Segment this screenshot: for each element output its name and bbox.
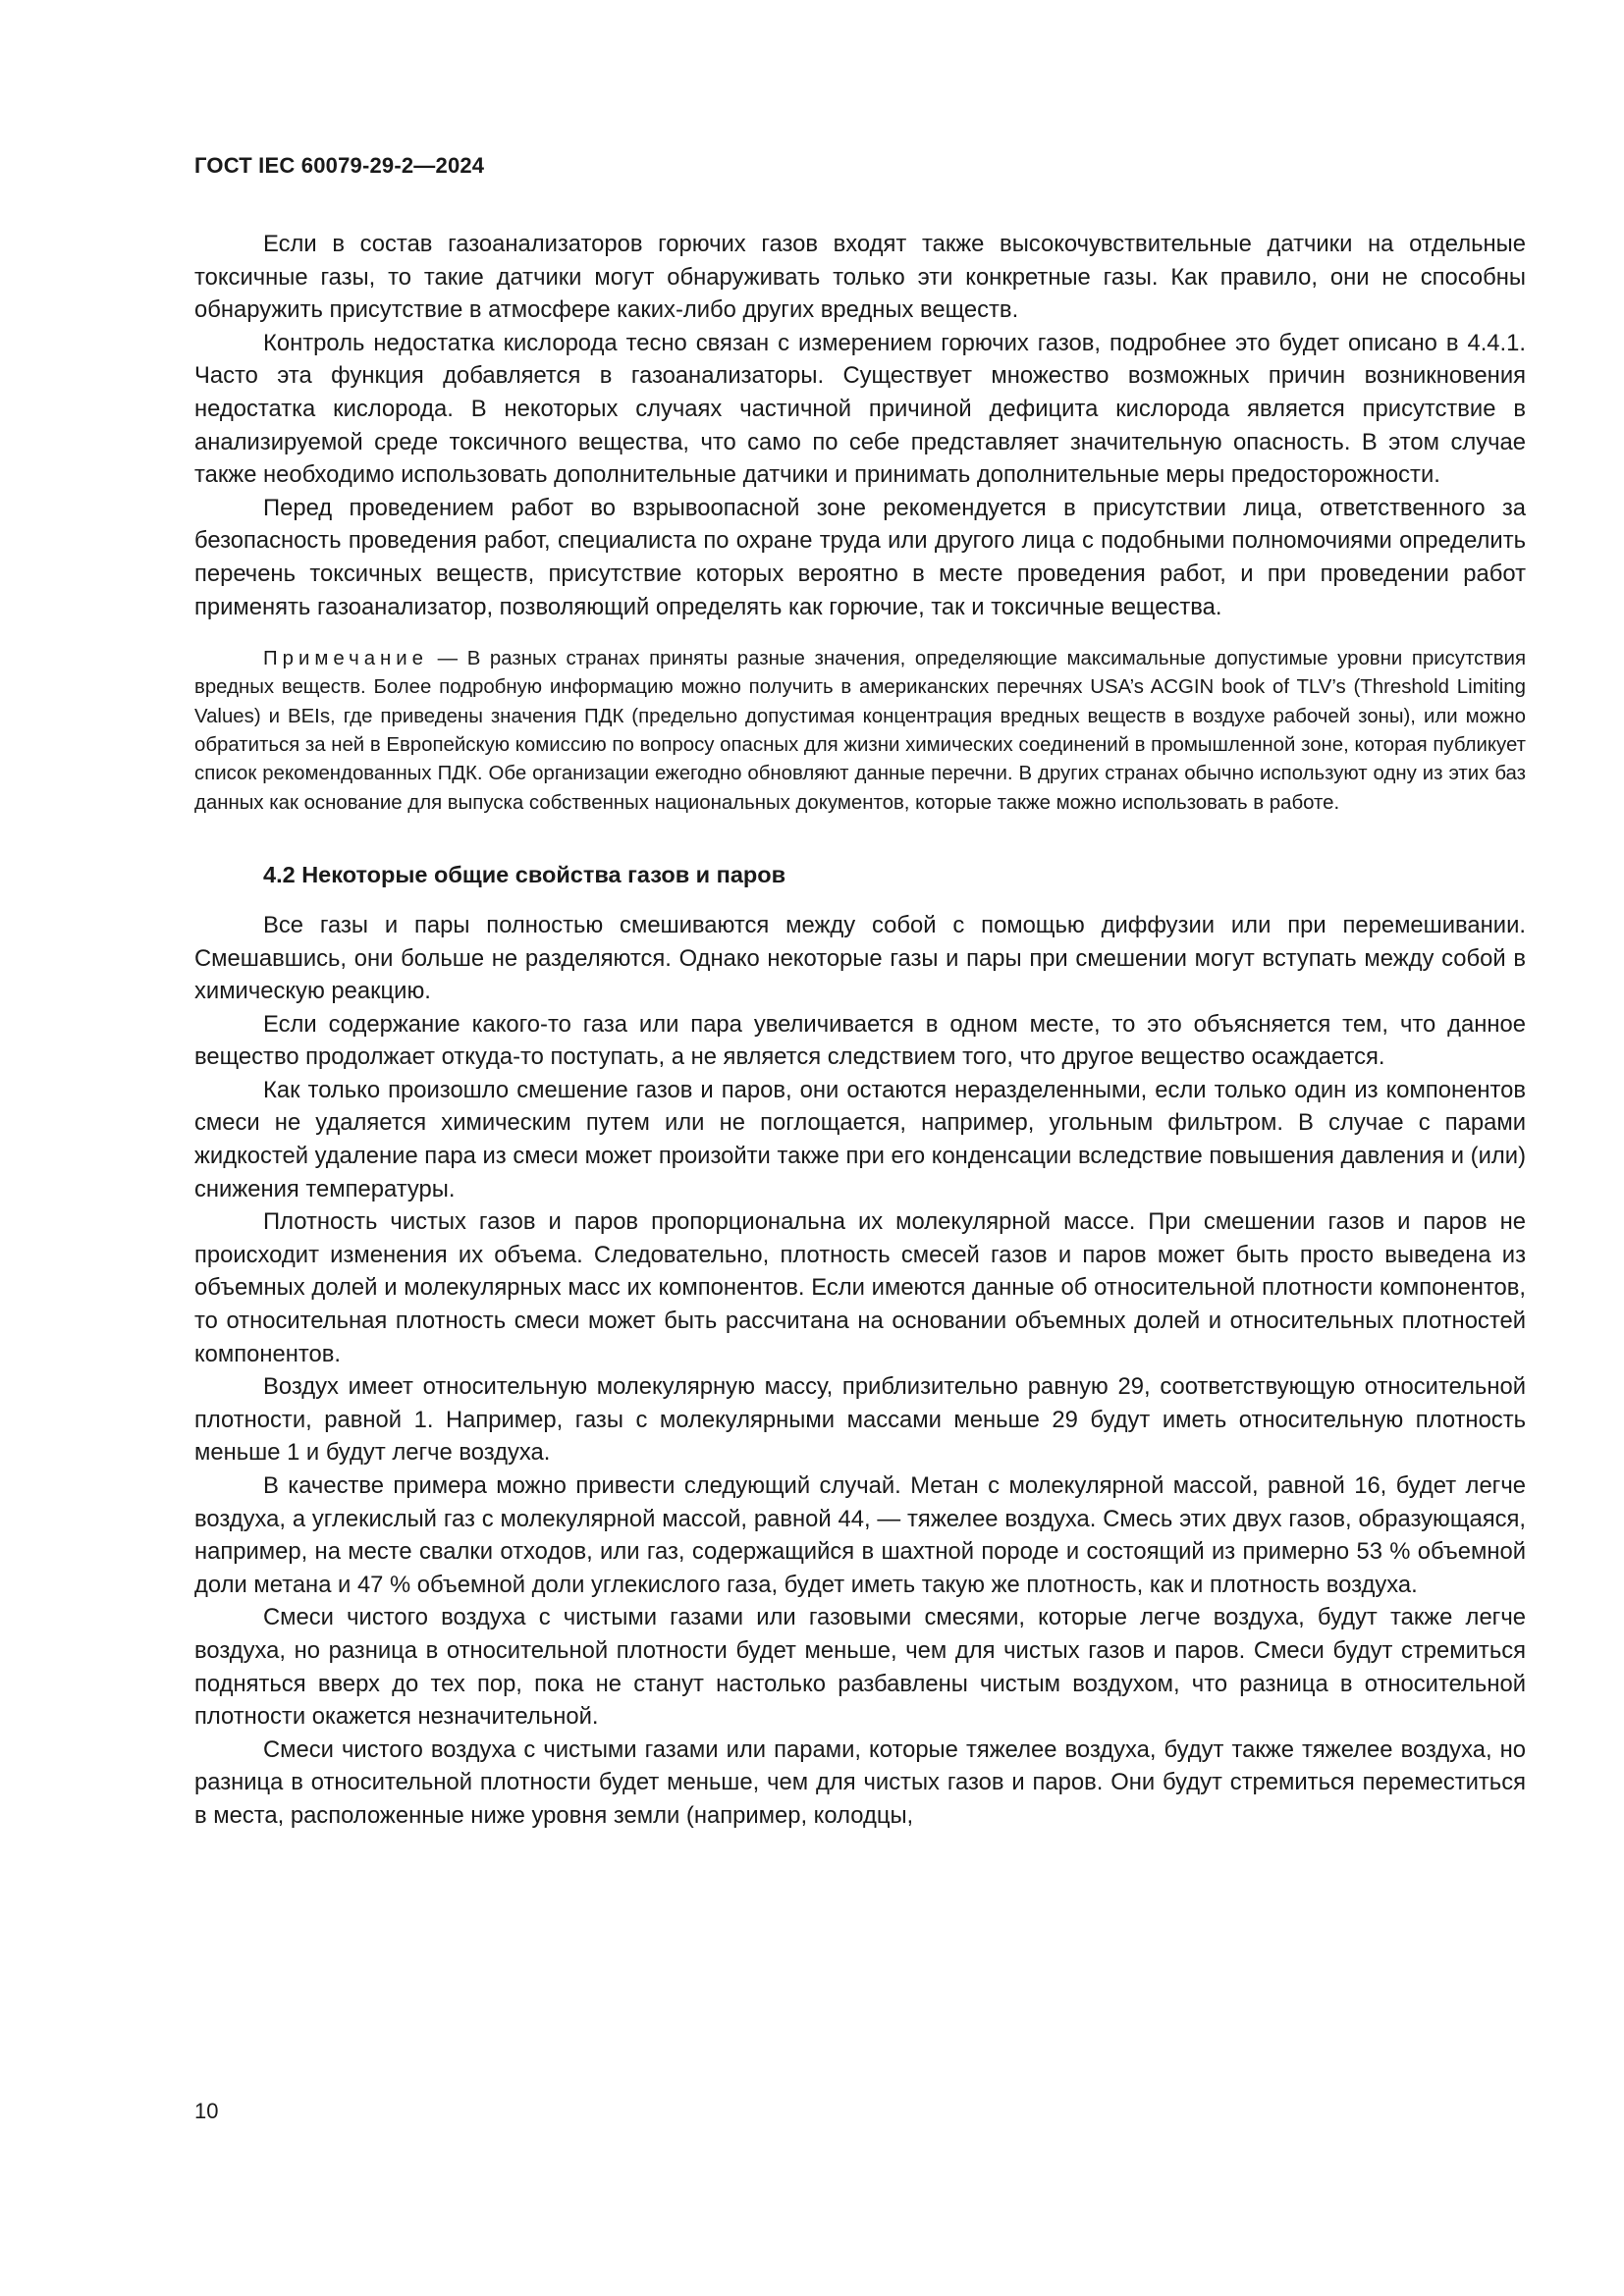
paragraph: Контроль недостатка кислорода тесно связан с измерением горючих газов, подробнее это будет описано в 4.4.1. Часто эта функция добавляется в газоанализаторы. Существует множество возможных причин возникновения недостатка кислорода. В некоторых случаях частичной причиной дефицита кислорода является присутствие в анализируемой среде токсичного вещества, что само по себе представляет значительную опасность. В этом случае также необходимо использовать дополнительные датчики и принимать дополнительные меры предосторожности. [194,329,1526,489]
note-text: В разных странах приняты разные значения, определяющие максимальные допустимые уровни присутствия вредных веществ. Более подробную информацию можно получить в американских перечнях USA’s ACGIN book of TLV’s (Threshold Limiting Values) и BEIs, где приведены значения ПДК (предельно допустимая концентрация вредных веществ в воздухе рабочей зоны), или можно обратиться за ней в Европейскую комиссию по вопросу опасных для жизни химических соединений в промышленной зоне, которая публикует список рекомендованных ПДК. Обе организации ежегодно обновляют данные перечни. В других странах обычно используют одну из этих баз данных как основание для выпуска собственных национальных документов, которые также можно использовать в работе. [194,648,1526,814]
paragraph: Как только произошло смешение газов и паров, они остаются неразделенными, если только один из компонентов смеси не удаляется химическим путем или не поглощается, например, угольным фильтром. В случае с парами жидкостей удаление пара из смеси может произойти также при его конденсации вследствие повышения давления и (или) снижения температуры. [194,1076,1526,1202]
note [194,645,1526,818]
paragraph: Перед проведением работ во взрывоопасной зоне рекомендуется в присутствии лица, ответственного за безопасность проведения работ, специалиста по охране труда или другого лица с подобными полномочиями определить перечень токсичных веществ, присутствие которых вероятно в месте проведения работ, и при проведении работ применять газоанализатор, позволяющий определять как горючие, так и токсичные вещества. [194,494,1526,620]
section-heading: 4.2 Некоторые общие свойства газов и паров [263,861,786,887]
paragraph: Все газы и пары полностью смешиваются между собой с помощью диффузии или при перемешивании. Смешавшись, они больше не разделяются. Однако некоторые газы и пары при смешении могут вступать между собой в химическую реакцию. [194,911,1526,1005]
paragraph: Если содержание какого-то газа или пара увеличивается в одном месте, то это объясняется тем, что данное вещество продолжает откуда-то поступать, а не является следствием того, что другое вещество осаждается. [194,1010,1526,1071]
document-body [194,228,1526,1833]
note-separator: — [428,648,467,670]
paragraph: Если в состав газоанализаторов горючих газов входят также высокочувствительные датчики на отдельные токсичные газы, то такие датчики могут обнаруживать только эти конкретные газы. Как правило, они не способны обнаружить присутствие в атмосфере каких-либо других вредных веществ. [194,231,1526,324]
page-number: 10 [194,2099,219,2123]
document-header: ГОСТ IEC 60079-29-2—2024 [194,153,485,178]
paragraph: Плотность чистых газов и паров пропорциональна их молекулярной массе. При смешении газов и паров не происходит изменения их объема. Следовательно, плотность смесей газов и паров может быть просто выведена из объемных долей и молекулярных масс их компонентов. Если имеются данные об относительной плотности компонентов, то относительная плотность смеси может быть рассчитана на основании объемных долей и относительных плотностей компонентов. [194,1208,1526,1367]
paragraph: В качестве примера можно привести следующий случай. Метан с молекулярной массой, равной 16, будет легче воздуха, а углекислый газ с молекулярной массой, равной 44, — тяжелее воздуха. Смесь этих двух газов, образующаяся, например, на месте свалки отходов, или газ, содержащийся в шахтной породе и состоящий из примерно 53 % объемной доли метана и 47 % объемной доли углекислого газа, будет иметь такую же плотность, как и плотность воздуха. [194,1472,1526,1598]
paragraph: Смеси чистого воздуха с чистыми газами или газовыми смесями, которые легче воздуха, будут также легче воздуха, но разница в относительной плотности будет меньше, чем для чистых газов и паров. Смеси будут стремиться подняться вверх до тех пор, пока не станут настолько разбавлены чистым воздухом, что разница в относительной плотности окажется незначительной. [194,1604,1526,1731]
paragraph: Воздух имеет относительную молекулярную массу, приблизительно равную 29, соответствующую относительной плотности, равной 1. Например, газы с молекулярными массами меньше 29 будут иметь относительную плотность меньше 1 и будут легче воздуха. [194,1373,1526,1467]
paragraph: Смеси чистого воздуха с чистыми газами или парами, которые тяжелее воздуха, будут также тяжелее воздуха, но разница в относительной плотности будет меньше, чем для чистых газов и паров. Они будут стремиться переместиться в места, расположенные ниже уровня земли (например, колодцы, [194,1735,1526,1829]
note-label: Примечание [263,648,429,670]
